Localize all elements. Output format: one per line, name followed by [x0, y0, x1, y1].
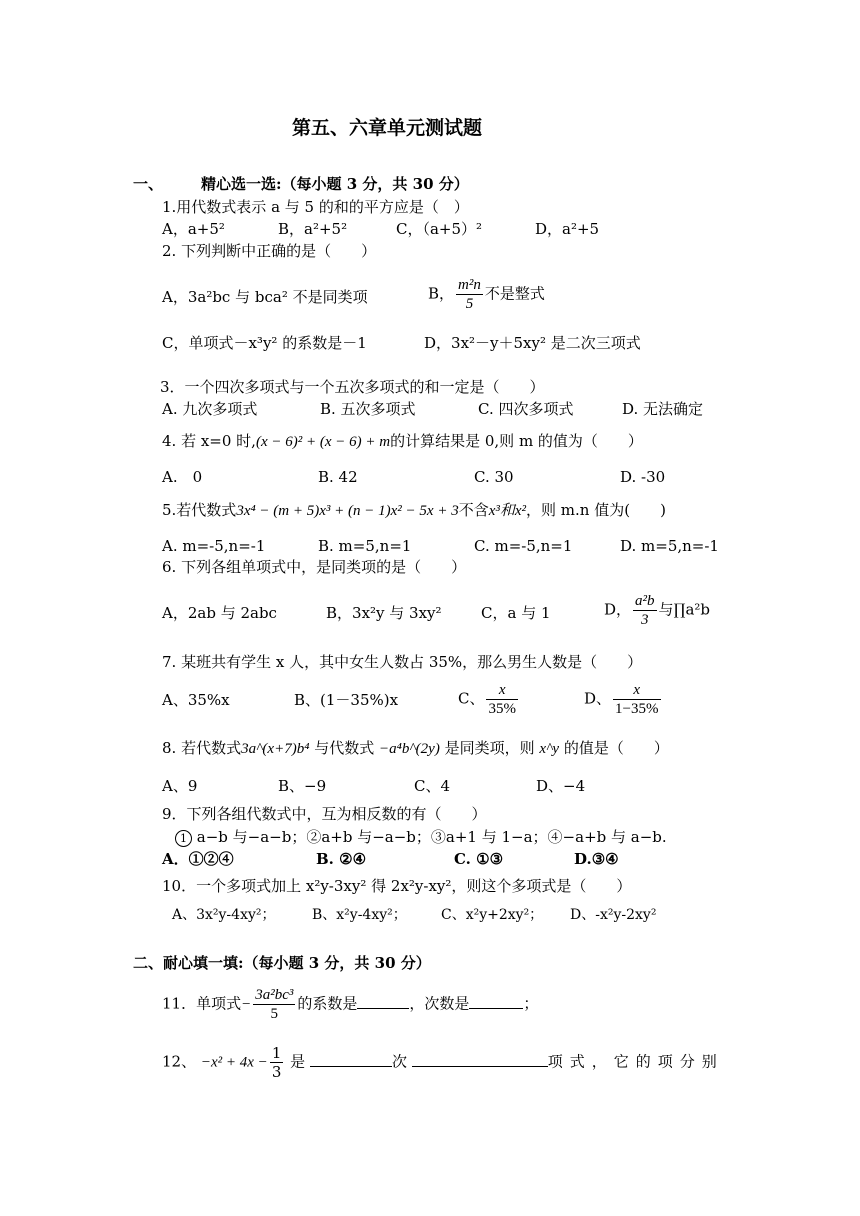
question-4-prefix: 4. 若 x=0 时,	[162, 432, 256, 450]
question-5-suffix: ，则 m.n 值为( )	[526, 501, 666, 519]
question-3-option-b: B. 五次多项式	[320, 400, 416, 418]
option-b-label: B，	[428, 284, 455, 303]
question-6-option-a: A，2ab 与 2abc	[162, 604, 277, 622]
section-1-number: 一、	[133, 175, 164, 193]
question-3-option-a: A. 九次多项式	[162, 400, 258, 418]
question-7-option-c	[458, 681, 520, 718]
question-5-prefix: 5.若代数式	[162, 501, 237, 519]
question-12-prefix: 12、	[162, 1052, 197, 1071]
question-4-stem	[162, 431, 643, 452]
question-12-expression: −x² + 4x −	[200, 1054, 268, 1071]
question-9-choices-line	[175, 827, 667, 847]
question-2-option-b	[428, 276, 545, 313]
question-12-middle: 是	[290, 1052, 306, 1071]
question-2-option-d: D，3x²－y＋5xy² 是二次三项式	[424, 334, 641, 352]
question-1-option-b: B，a²+5²	[278, 220, 348, 238]
fraction-denominator: 35%	[488, 701, 516, 717]
question-8-expression-3: x^y	[539, 741, 560, 757]
question-3-stem: 3．一个四次多项式与一个五次多项式的和一定是（ ）	[160, 378, 545, 396]
question-5-terms: x³和x²	[488, 503, 527, 519]
answer-blank[interactable]	[412, 1052, 548, 1067]
option-d-text: 与∏a²b	[658, 600, 711, 619]
fraction-denominator: 1−35%	[615, 701, 659, 717]
negative-sign: −	[241, 996, 252, 1013]
question-1-option-a: A，a+5²	[162, 220, 225, 238]
question-9-option-d: D.③④	[574, 850, 619, 868]
question-8-option-b: B、−9	[278, 777, 327, 795]
question-9-choices: a−b 与−a−b；②a+b 与−a−b；③a+1 与 1−a；④−a+b 与 a−b.	[196, 828, 667, 846]
question-8-option-a: A、9	[162, 777, 198, 795]
section-2-heading: 二、耐心填一填:（每小题 3 分，共 30 分）	[133, 954, 431, 972]
option-d-label: D、	[584, 689, 612, 708]
question-10-option-d: D、-x²y-2xy²	[570, 907, 657, 923]
question-11-stem	[162, 986, 538, 1023]
answer-blank[interactable]	[310, 1052, 392, 1067]
fraction	[613, 681, 660, 718]
question-10-stem: 10．一个多项式加上 x²y-3xy² 得 2x²y-xy²，则这个多项式是（ ）	[162, 877, 632, 895]
question-11-suffix: ；	[523, 994, 539, 1013]
question-8-option-d: D、−4	[536, 777, 586, 795]
question-7-option-d	[584, 681, 663, 718]
question-12-middle-2: 次	[391, 1052, 407, 1071]
page-title: 第五、六章单元测试题	[292, 117, 483, 139]
question-4-suffix: 的计算结果是 0,则 m 的值为（ ）	[390, 432, 643, 450]
fraction	[486, 681, 518, 718]
question-4-option-c: C. 30	[474, 468, 514, 486]
question-3-option-d: D. 无法确定	[622, 400, 704, 418]
question-8-option-c: C、4	[414, 777, 451, 795]
question-4-option-b: B. 42	[318, 468, 358, 486]
option-c-label: C、	[458, 689, 485, 708]
question-7-stem: 7. 某班共有学生 x 人，其中女生人数占 35%，那么男生人数是（ ）	[162, 653, 643, 671]
question-1-option-c: C，（a+5）²	[396, 220, 483, 238]
question-9-option-a: A．①②④	[162, 850, 234, 868]
section-1-heading	[133, 174, 469, 194]
question-9-option-b: B. ②④	[316, 850, 367, 868]
option-b-text: 不是整式	[484, 284, 545, 303]
question-10-option-b: B、x²y-4xy²；	[312, 907, 407, 923]
question-10-option-a: A、3x²y-4xy²；	[172, 907, 276, 923]
question-8-middle: 与代数式	[314, 739, 375, 757]
question-6-option-c: C，a 与 1	[481, 604, 551, 622]
fraction-numerator: 3a²bc³	[255, 987, 294, 1003]
question-11-middle: 的系数是	[297, 994, 358, 1013]
question-8-suffix: 的值是（ ）	[563, 739, 669, 757]
answer-blank[interactable]	[357, 994, 409, 1009]
question-5-option-d: D. m=5,n=-1	[620, 537, 719, 555]
fraction	[456, 276, 483, 313]
question-8-expression-1: 3a^(x+7)b⁴	[241, 741, 310, 757]
question-6-stem: 6. 下列各组单项式中，是同类项的是（ ）	[162, 558, 467, 576]
question-5-option-a: A. m=-5,n=-1	[162, 537, 266, 555]
question-5-option-c: C. m=-5,n=1	[474, 537, 573, 555]
question-6-option-d	[604, 592, 710, 629]
question-11-prefix: 11．单项式	[162, 994, 242, 1013]
fraction-denominator: 5	[270, 1006, 279, 1022]
option-d-label: D，	[604, 600, 632, 619]
fraction	[270, 1044, 284, 1081]
question-8-expression-2: −a⁴b^(2y)	[379, 741, 440, 757]
question-12-suffix: 项式，它的项分别	[547, 1052, 724, 1071]
fraction-numerator: 1	[271, 1044, 282, 1062]
fraction	[633, 592, 657, 629]
question-6-option-b: B，3x²y 与 3xy²	[326, 604, 442, 622]
question-3-option-c: C. 四次多项式	[478, 400, 574, 418]
fraction-numerator: m²n	[458, 277, 481, 293]
question-2-stem: 2. 下列判断中正确的是（ ）	[162, 242, 377, 260]
question-5-middle: 不含	[458, 501, 489, 519]
fraction-denominator: 3	[271, 1063, 282, 1081]
question-10-option-c: C、x²y+2xy²；	[441, 907, 544, 923]
question-4-option-d: D. -30	[620, 468, 666, 486]
answer-blank[interactable]	[469, 994, 523, 1009]
question-12-stem	[162, 1044, 724, 1081]
question-2-option-c: C，单项式－x³y² 的系数是－1	[162, 334, 367, 352]
question-5-expression: 3x⁴ − (m + 5)x³ + (n − 1)x² − 5x + 3	[236, 503, 459, 519]
question-8-stem	[162, 738, 669, 759]
fraction	[253, 986, 295, 1023]
fraction-numerator: x	[486, 681, 518, 700]
fraction-numerator: a²b	[635, 593, 655, 609]
question-5-option-b: B. m=5,n=1	[318, 537, 412, 555]
fraction-denominator: 5	[465, 296, 474, 312]
question-1-stem: 1.用代数式表示 a 与 5 的和的平方应是（ ）	[162, 198, 469, 216]
question-7-option-b: B、(1－35%)x	[294, 691, 399, 709]
question-9-stem: 9．下列各组代数式中，互为相反数的有（ ）	[162, 805, 487, 823]
question-4-option-a: A. 0	[162, 468, 203, 486]
circled-number: 1	[175, 830, 192, 847]
question-5-stem	[162, 500, 666, 521]
question-1-option-d: D，a²+5	[535, 220, 600, 238]
section-1-title: 精心选一选:（每小题 3 分，共 30 分）	[201, 175, 469, 193]
question-8-middle-2: 是同类项，则	[444, 739, 535, 757]
fraction-denominator: 3	[641, 612, 649, 628]
question-8-prefix: 8. 若代数式	[162, 739, 242, 757]
question-11-middle-2: ，次数是	[409, 994, 470, 1013]
question-2-option-a: A，3a²bc 与 bca² 不是同类项	[162, 288, 368, 306]
question-9-option-c: C. ①③	[454, 850, 504, 868]
question-7-option-a: A、35%x	[162, 691, 230, 709]
question-4-expression: (x − 6)² + (x − 6) + m	[255, 434, 391, 450]
fraction-numerator: x	[613, 681, 660, 700]
